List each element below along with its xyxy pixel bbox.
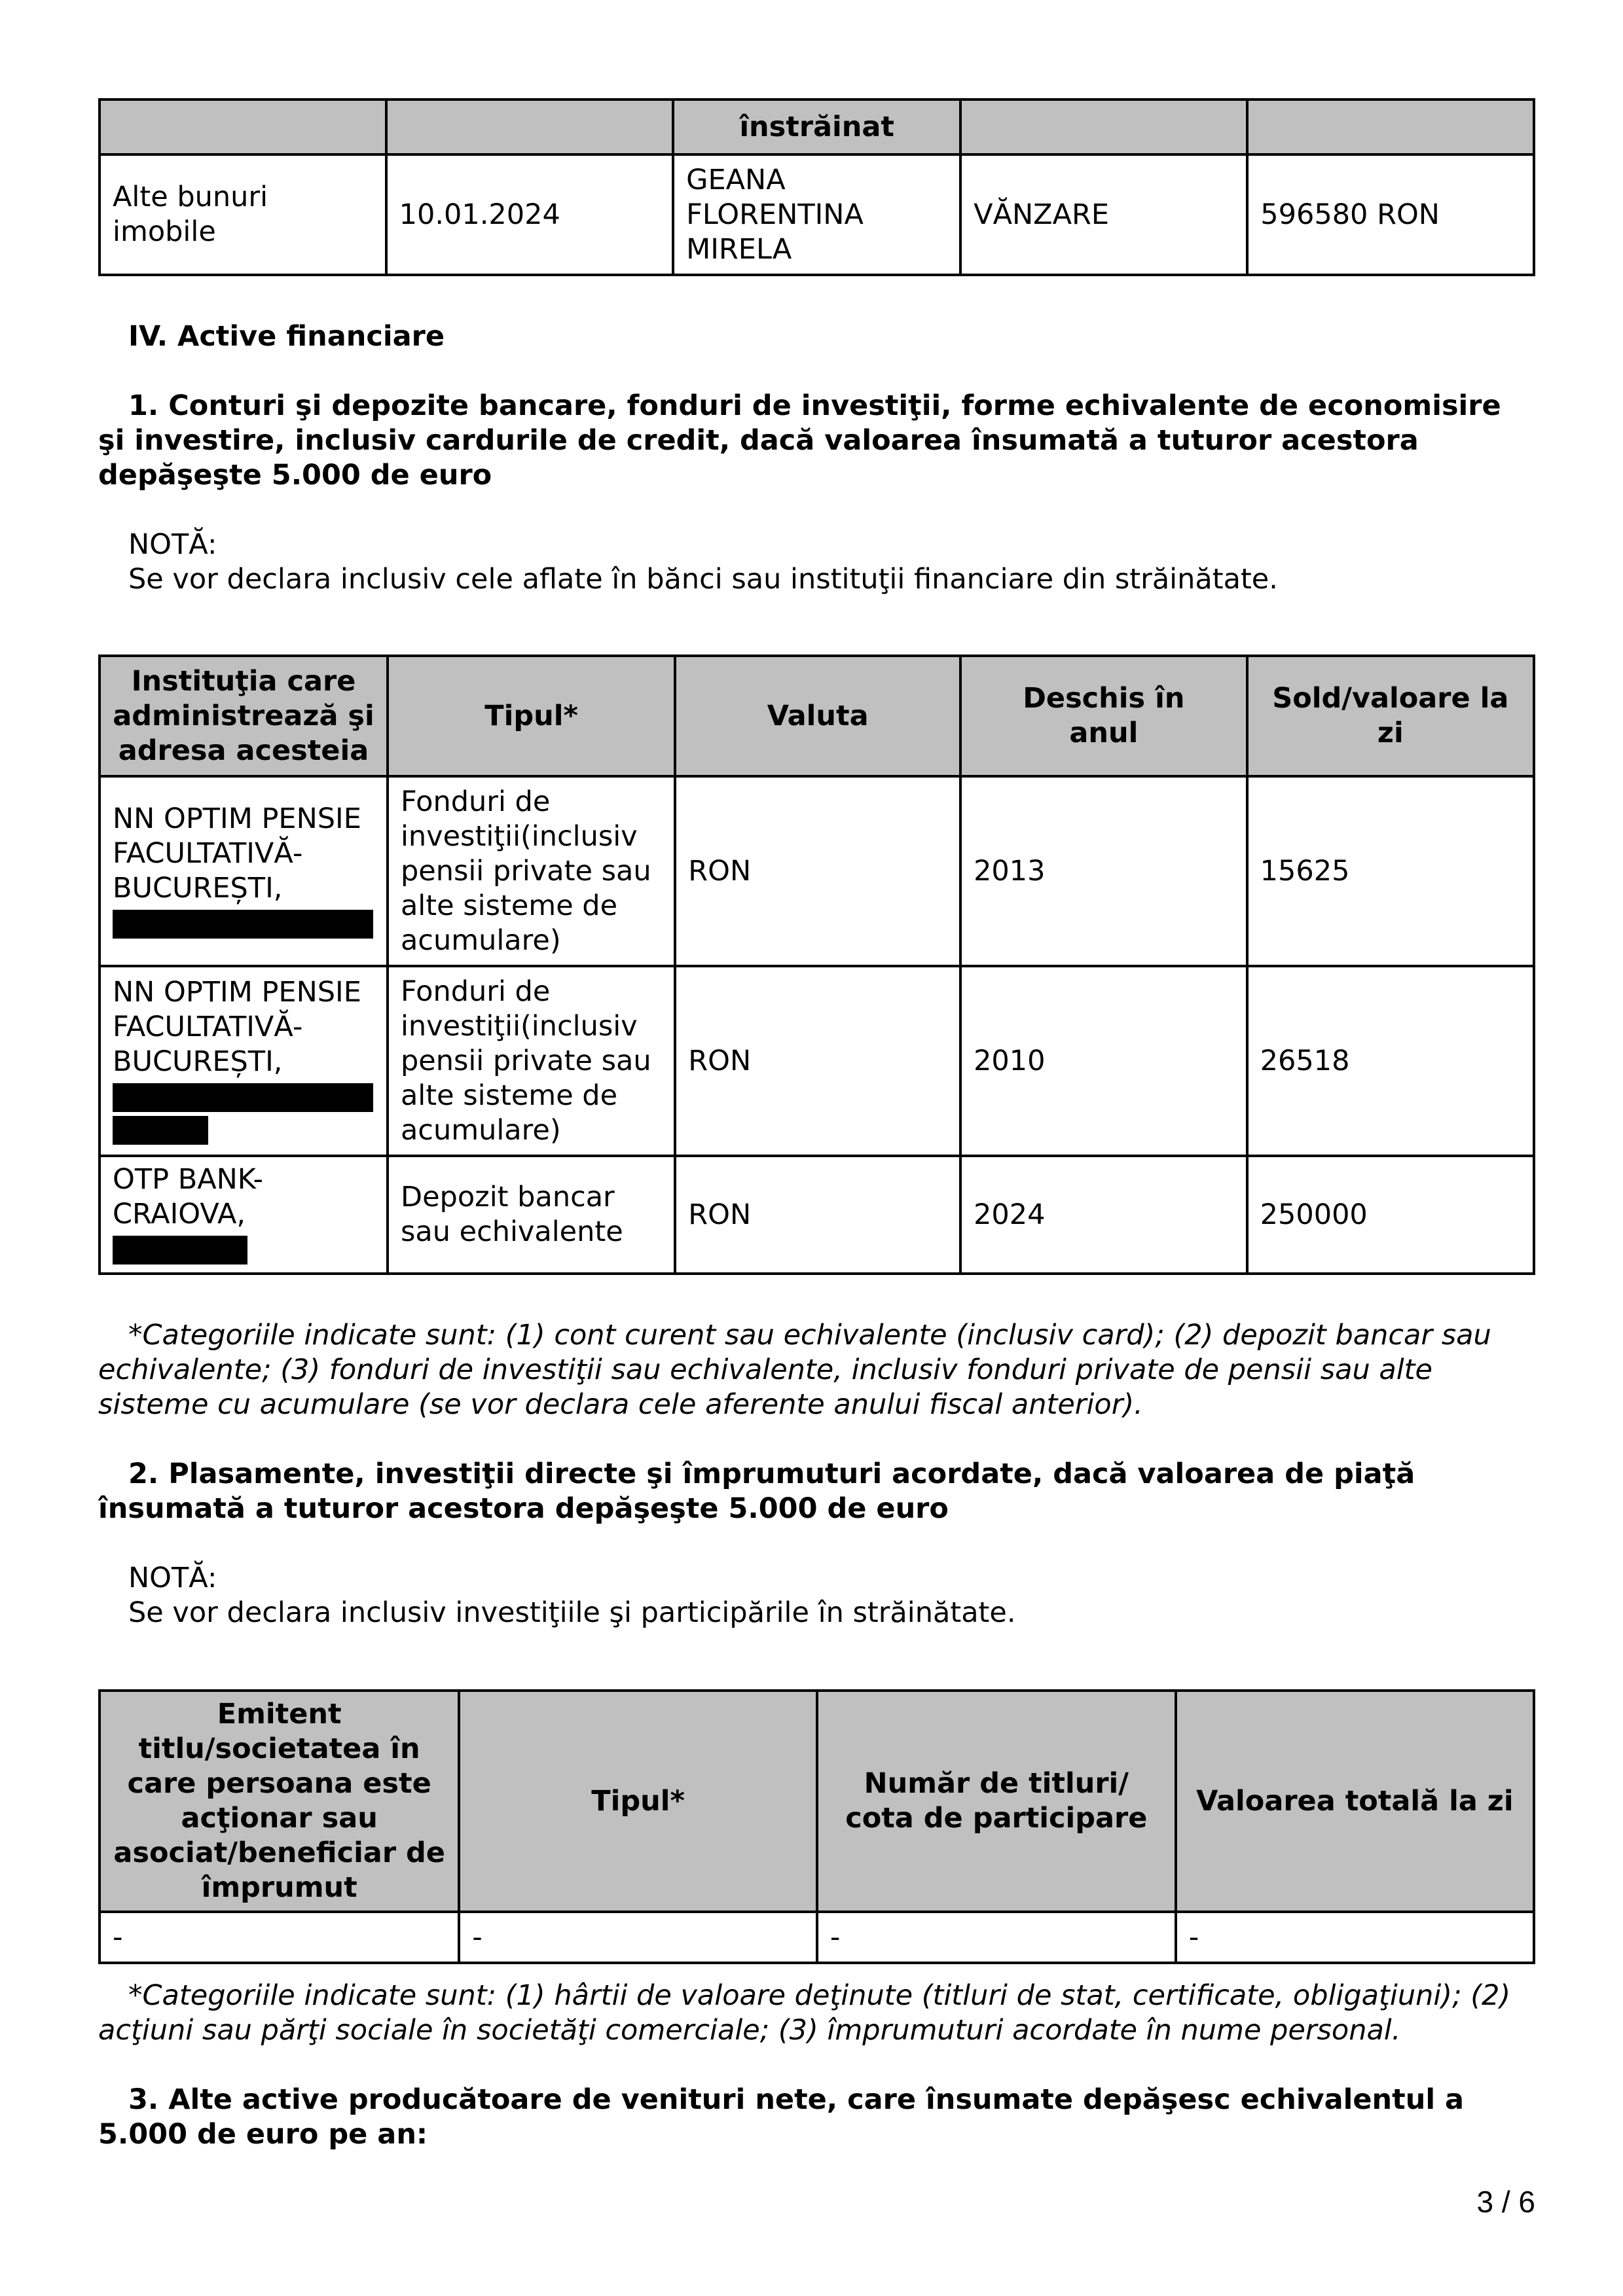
table-row xyxy=(101,778,1533,965)
footnote: *Categoriile indicate sunt: (1) cont curent sau echivalente (inclusiv card); (2) depozit bancar sau echivalente; (3) fonduri de investiţii sau echivalente, inclusiv fonduri private de pensii sau alte sisteme cu acumulare (se vor declara cele aferente anului fiscal anterior). xyxy=(98,1319,1491,1421)
balance-cell: 26518 xyxy=(1249,967,1533,1155)
year-cell: 2024 xyxy=(962,1157,1246,1272)
buyer-name: GEANA FLORENTINA MIRELA xyxy=(686,163,864,266)
table-header-row xyxy=(101,657,1533,775)
balance-cell: 250000 xyxy=(1249,1157,1533,1272)
note-label: NOTĂ: xyxy=(128,528,217,561)
redacted-address xyxy=(113,910,373,939)
header-year xyxy=(962,657,1246,775)
table-cell: - xyxy=(818,1913,1175,1962)
header-institution: Instituţia care administrează şi adresa acesteia xyxy=(101,657,386,775)
document-page xyxy=(98,98,1535,2152)
table-cell: Alte bunuri imobile xyxy=(101,156,385,274)
institution-cell xyxy=(101,778,386,965)
subsection-3-title: 3. Alte active producătoare de venituri nete, care însumate depăşesc echivalentul a 5.000 de euro pe an: xyxy=(98,2083,1465,2151)
type-cell: Depozit bancar sau echivalente xyxy=(389,1157,674,1272)
table-cell: 10.01.2024 xyxy=(388,156,672,274)
table-row xyxy=(101,1913,1533,1962)
real-estate-disposed-table xyxy=(98,98,1535,276)
currency-cell: RON xyxy=(676,1157,959,1272)
table-cell: VĂNZARE xyxy=(962,156,1246,274)
subsection-2-title: 2. Plasamente, investiţii directe şi împrumuturi acordate, dacă valoarea de piaţă însumată a tuturor acestora depăşeşte 5.000 de euro xyxy=(98,1458,1415,1525)
type-cell: Fonduri de investiţii(inclusiv pensii private sau alte sisteme de acumulare) xyxy=(389,778,674,965)
table-cell: - xyxy=(101,1913,458,1962)
institution-cell xyxy=(101,967,386,1155)
note-text: Se vor declara inclusiv cele aflate în bănci sau instituţii financiare din străinătate. xyxy=(128,563,1278,596)
table-header-row xyxy=(101,101,1533,153)
header-cell xyxy=(1249,101,1533,153)
table-cell xyxy=(674,156,959,274)
table-header-row xyxy=(101,1692,1533,1910)
header-balance: Sold/valoare la zi xyxy=(1249,657,1533,775)
bank-accounts-table xyxy=(98,655,1535,1275)
table-cell: - xyxy=(460,1913,816,1962)
table-row xyxy=(101,967,1533,1155)
subsection-1-title: 1. Conturi şi depozite bancare, fonduri de investiţii, forme echivalente de economisire şi investire, inclusiv cardurile de credit, dacă valoarea însumată a tuturor acestora depăşeşte 5.000 de euro xyxy=(98,389,1501,492)
section-title: IV. Active financiare xyxy=(128,320,445,353)
header-cell xyxy=(101,101,385,153)
table-row xyxy=(101,156,1533,274)
page-number: 3 / 6 xyxy=(1476,2185,1535,2219)
investments-table xyxy=(98,1689,1535,1964)
institution-cell xyxy=(101,1157,386,1272)
year-cell: 2010 xyxy=(962,967,1246,1155)
header-count: Număr de titluri/ cota de participare xyxy=(818,1692,1175,1910)
header-issuer: Emitent titlu/societatea în care persoana este acţionar sau asociat/beneficiar de împrumut xyxy=(101,1692,458,1910)
institution-name: NN OPTIM PENSIE FACULTATIVĂ-BUCUREȘTI, xyxy=(113,975,361,1078)
currency-cell: RON xyxy=(676,778,959,965)
balance-cell: 15625 xyxy=(1249,778,1533,965)
note-label: NOTĂ: xyxy=(128,1562,217,1594)
header-cell xyxy=(962,101,1246,153)
redacted-address xyxy=(113,1116,208,1145)
header-year-label: Deschis în anul xyxy=(1023,682,1185,749)
currency-cell: RON xyxy=(676,967,959,1155)
year-cell: 2013 xyxy=(962,778,1246,965)
header-type: Tipul* xyxy=(460,1692,816,1910)
redacted-address xyxy=(113,1083,373,1112)
type-cell: Fonduri de investiţii(inclusiv pensii private sau alte sisteme de acumulare) xyxy=(389,967,674,1155)
institution-name: NN OPTIM PENSIE FACULTATIVĂ-BUCUREȘTI, xyxy=(113,802,361,905)
footnote: *Categoriile indicate sunt: (1) hârtii de valoare deţinute (titluri de stat, certificate, obligaţiuni); (2) acţiuni sau părţi sociale în societăţi comerciale; (3) împrumuturi acordate în nume personal. xyxy=(98,1979,1511,2047)
institution-name: OTP BANK-CRAIOVA, xyxy=(113,1163,263,1230)
note-text: Se vor declara inclusiv investiţiile şi participările în străinătate. xyxy=(128,1596,1016,1629)
header-cell xyxy=(388,101,672,153)
header-currency: Valuta xyxy=(676,657,959,775)
header-value: Valoarea totală la zi xyxy=(1177,1692,1533,1910)
table-cell: 596580 RON xyxy=(1249,156,1533,274)
table-row xyxy=(101,1157,1533,1272)
header-type: Tipul* xyxy=(389,657,674,775)
redacted-address xyxy=(113,1236,247,1265)
header-cell: înstrăinat xyxy=(674,101,959,153)
table-cell: - xyxy=(1177,1913,1533,1962)
